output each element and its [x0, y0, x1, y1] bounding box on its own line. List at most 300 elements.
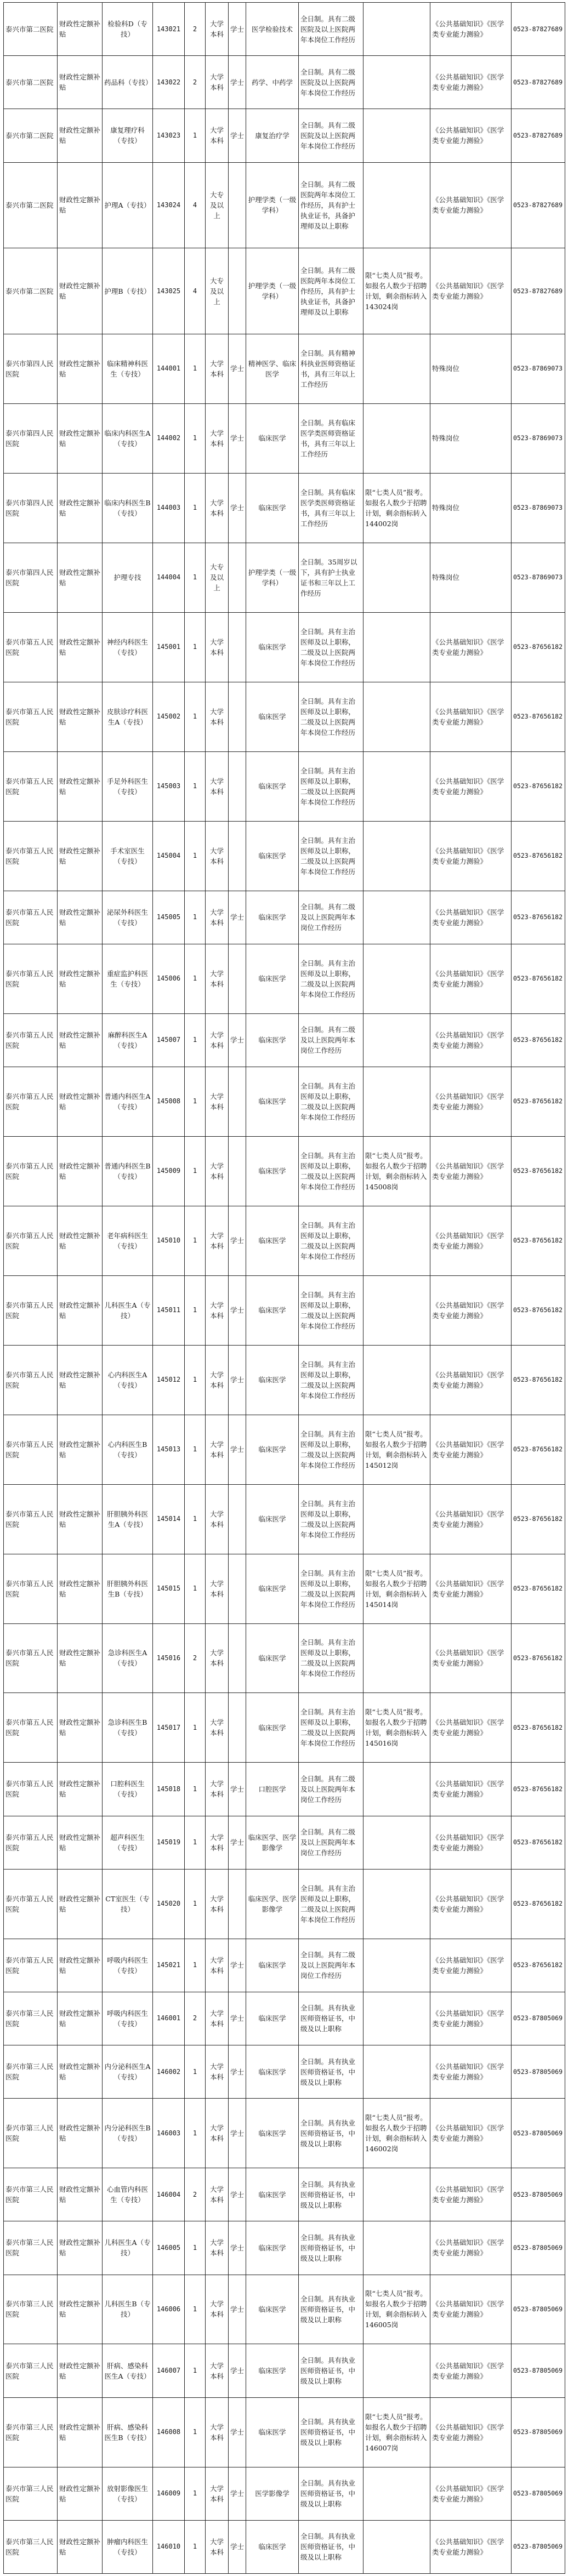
- cell-degree: 学士: [229, 1415, 246, 1484]
- cell-note: [363, 109, 430, 162]
- cell-major: 临床医学: [246, 1136, 299, 1206]
- cell-degree: [229, 1693, 246, 1763]
- cell-degree: [229, 944, 246, 1013]
- cell-num: 2: [185, 3, 206, 56]
- cell-num: 1: [185, 334, 206, 403]
- cell-conditions: 全日制。35周岁以下，具有护士执业证书和三年以上工作经历: [299, 543, 363, 612]
- table-row: [4, 2397, 565, 2467]
- cell-phone: 0523-87656182: [512, 944, 565, 1013]
- cell-note: [363, 2520, 430, 2573]
- cell-conditions: 全日制。具有主治医师及以上职称，二级及以上医院两年本岗位工作经历: [299, 1345, 363, 1415]
- cell-unit: 泰兴市第三人民医院: [4, 2275, 58, 2344]
- cell-phone: 0523-87869073: [512, 543, 565, 612]
- cell-conditions: 全日制。具有执业医师资格证书，中级及以上职称: [299, 2344, 363, 2397]
- cell-edu: 大学本科: [206, 2168, 229, 2221]
- cell-exam: 《公共基础知识》《医学类专业能力测验》: [430, 2221, 512, 2275]
- cell-exam: 《公共基础知识》《医学类专业能力测验》: [430, 1623, 512, 1693]
- cell-phone: 0523-87869073: [512, 334, 565, 403]
- cell-code: 144002: [153, 403, 185, 473]
- cell-edu: 大学本科: [206, 1345, 229, 1415]
- cell-fund: 财政性定额补贴: [58, 2221, 103, 2275]
- cell-note: [363, 891, 430, 944]
- cell-phone: 0523-87805069: [512, 1992, 565, 2045]
- table-row: [4, 751, 565, 821]
- cell-edu: 大学本科: [206, 1136, 229, 1206]
- cell-num: 1: [185, 2221, 206, 2275]
- cell-fund: 财政性定额补贴: [58, 473, 103, 543]
- cell-phone: 0523-87805069: [512, 2099, 565, 2168]
- cell-num: 1: [185, 1067, 206, 1136]
- cell-major: 临床医学: [246, 1939, 299, 1992]
- cell-major: 临床医学: [246, 403, 299, 473]
- cell-conditions: 全日制。具有主治医师及以上职称，二级及以上医院两年本岗位工作经历: [299, 1275, 363, 1345]
- cell-code: 143025: [153, 248, 185, 334]
- cell-unit: 泰兴市第二医院: [4, 109, 58, 162]
- cell-edu: 大学本科: [206, 56, 229, 109]
- cell-unit: 泰兴市第五人民医院: [4, 1816, 58, 1869]
- cell-code: 145007: [153, 1013, 185, 1067]
- cell-post: 儿科医生A（专技）: [103, 1275, 153, 1345]
- table-row: [4, 944, 565, 1013]
- cell-degree: [229, 543, 246, 612]
- cell-exam: 《公共基础知识》《医学类专业能力测验》: [430, 248, 512, 334]
- cell-major: 临床医学: [246, 891, 299, 944]
- cell-fund: 财政性定额补贴: [58, 1554, 103, 1623]
- cell-num: 1: [185, 109, 206, 162]
- cell-conditions: 全日制。具有二级医院两年本岗位工作经历，具有护士执业证书，具备护理师及以上职称: [299, 248, 363, 334]
- cell-degree: [229, 821, 246, 891]
- cell-code: 145021: [153, 1939, 185, 1992]
- cell-note: [363, 2467, 430, 2520]
- cell-post: 重症监护科医生（专技）: [103, 944, 153, 1013]
- cell-exam: 《公共基础知识》《医学类专业能力测验》: [430, 612, 512, 682]
- cell-code: 146005: [153, 2221, 185, 2275]
- cell-degree: 学士: [229, 2275, 246, 2344]
- cell-unit: 泰兴市第三人民医院: [4, 1992, 58, 2045]
- cell-major: 医学影像学: [246, 2467, 299, 2520]
- cell-num: 1: [185, 1206, 206, 1275]
- cell-exam: 《公共基础知识》《医学类专业能力测验》: [430, 2397, 512, 2467]
- cell-num: 1: [185, 2099, 206, 2168]
- cell-conditions: 全日制。具有主治医师及以上职称，二级及以上医院两年本岗位工作经历: [299, 1206, 363, 1275]
- cell-note: [363, 821, 430, 891]
- cell-unit: 泰兴市第四人民医院: [4, 403, 58, 473]
- table-row: [4, 682, 565, 751]
- cell-fund: 财政性定额补贴: [58, 1067, 103, 1136]
- cell-conditions: 全日制。具有二级及以上医院两年本岗位工作经历: [299, 1816, 363, 1869]
- cell-degree: [229, 1136, 246, 1206]
- cell-exam: 《公共基础知识》《医学类专业能力测验》: [430, 2275, 512, 2344]
- cell-exam: 特殊岗位: [430, 403, 512, 473]
- cell-conditions: 全日制。具有主治医师及以上职称，二级及以上医院两年本岗位工作经历: [299, 751, 363, 821]
- cell-code: 145011: [153, 1275, 185, 1345]
- cell-degree: 学士: [229, 2344, 246, 2397]
- cell-code: 145009: [153, 1136, 185, 1206]
- cell-code: 144003: [153, 473, 185, 543]
- cell-num: 2: [185, 1992, 206, 2045]
- cell-unit: 泰兴市第五人民医院: [4, 1013, 58, 1067]
- cell-fund: 财政性定额补贴: [58, 162, 103, 248]
- cell-phone: 0523-87656182: [512, 1693, 565, 1763]
- cell-major: 口腔医学: [246, 1763, 299, 1816]
- cell-fund: 财政性定额补贴: [58, 1206, 103, 1275]
- cell-note: [363, 751, 430, 821]
- cell-phone: 0523-87656182: [512, 1816, 565, 1869]
- cell-code: 145016: [153, 1623, 185, 1693]
- cell-exam: 《公共基础知识》《医学类专业能力测验》: [430, 162, 512, 248]
- table-row: [4, 1067, 565, 1136]
- cell-edu: 大学本科: [206, 2520, 229, 2573]
- cell-degree: 学士: [229, 2397, 246, 2467]
- cell-edu: 大学本科: [206, 1206, 229, 1275]
- cell-degree: [229, 248, 246, 334]
- cell-unit: 泰兴市第二医院: [4, 56, 58, 109]
- cell-num: 2: [185, 56, 206, 109]
- cell-note: [363, 1623, 430, 1693]
- cell-fund: 财政性定额补贴: [58, 2168, 103, 2221]
- cell-exam: 《公共基础知识》《医学类专业能力测验》: [430, 1415, 512, 1484]
- cell-post: 儿科医生B（专技）: [103, 2275, 153, 2344]
- cell-phone: 0523-87827689: [512, 56, 565, 109]
- cell-edu: 大专及以上: [206, 162, 229, 248]
- cell-fund: 财政性定额补贴: [58, 1816, 103, 1869]
- cell-num: 1: [185, 944, 206, 1013]
- cell-unit: 泰兴市第五人民医院: [4, 1939, 58, 1992]
- table-row: [4, 821, 565, 891]
- table-row: [4, 473, 565, 543]
- cell-unit: 泰兴市第五人民医院: [4, 751, 58, 821]
- cell-degree: 学士: [229, 1206, 246, 1275]
- cell-note: [363, 944, 430, 1013]
- cell-unit: 泰兴市第五人民医院: [4, 1693, 58, 1763]
- cell-edu: 大学本科: [206, 1484, 229, 1554]
- cell-degree: 学士: [229, 334, 246, 403]
- cell-major: 临床医学: [246, 2045, 299, 2099]
- cell-fund: 财政性定额补贴: [58, 1415, 103, 1484]
- cell-major: 临床医学: [246, 821, 299, 891]
- cell-post: 呼吸内科医生（专技）: [103, 1939, 153, 1992]
- cell-edu: 大学本科: [206, 821, 229, 891]
- cell-phone: 0523-87805069: [512, 2344, 565, 2397]
- cell-degree: 学士: [229, 56, 246, 109]
- cell-conditions: 全日制。具有主治医师及以上职称，二级及以上医院两年本岗位工作经历: [299, 1554, 363, 1623]
- cell-phone: 0523-87869073: [512, 473, 565, 543]
- cell-unit: 泰兴市第五人民医院: [4, 1623, 58, 1693]
- cell-phone: 0523-87656182: [512, 1206, 565, 1275]
- table-row: [4, 2099, 565, 2168]
- cell-num: 1: [185, 2275, 206, 2344]
- cell-fund: 财政性定额补贴: [58, 1345, 103, 1415]
- table-row: [4, 109, 565, 162]
- cell-fund: 财政性定额补贴: [58, 2045, 103, 2099]
- cell-unit: 泰兴市第三人民医院: [4, 2467, 58, 2520]
- cell-degree: 学士: [229, 1763, 246, 1816]
- cell-note: [363, 1763, 430, 1816]
- cell-unit: 泰兴市第五人民医院: [4, 1206, 58, 1275]
- cell-fund: 财政性定额补贴: [58, 403, 103, 473]
- table-row: [4, 1345, 565, 1415]
- cell-degree: 学士: [229, 891, 246, 944]
- cell-fund: 财政性定额补贴: [58, 1992, 103, 2045]
- cell-major: 临床医学: [246, 1013, 299, 1067]
- cell-edu: 大学本科: [206, 1816, 229, 1869]
- cell-exam: 《公共基础知识》《医学类专业能力测验》: [430, 56, 512, 109]
- cell-unit: 泰兴市第二医院: [4, 162, 58, 248]
- cell-edu: 大学本科: [206, 1693, 229, 1763]
- cell-note: 限“七类人员”报考。如报名人数少于招聘计划，剩余指标转入145008岗: [363, 1136, 430, 1206]
- cell-major: 临床医学: [246, 1345, 299, 1415]
- cell-num: 1: [185, 1345, 206, 1415]
- cell-note: [363, 612, 430, 682]
- cell-major: 临床医学: [246, 2344, 299, 2397]
- cell-num: 1: [185, 612, 206, 682]
- cell-major: 临床医学: [246, 1554, 299, 1623]
- cell-degree: 学士: [229, 1992, 246, 2045]
- cell-post: 手术室医生（专技）: [103, 821, 153, 891]
- cell-code: 145008: [153, 1067, 185, 1136]
- cell-exam: 《公共基础知识》《医学类专业能力测验》: [430, 1763, 512, 1816]
- cell-major: 临床医学、医学影像学: [246, 1869, 299, 1939]
- table-row: [4, 543, 565, 612]
- cell-major: 临床医学: [246, 473, 299, 543]
- cell-edu: 大学本科: [206, 2099, 229, 2168]
- cell-post: 普通内科医生B（专技）: [103, 1136, 153, 1206]
- cell-major: 临床医学: [246, 2520, 299, 2573]
- cell-post: 急诊科医生B（专技）: [103, 1693, 153, 1763]
- cell-fund: 财政性定额补贴: [58, 944, 103, 1013]
- cell-conditions: 全日制。具有主治医师及以上职称，二级及以上医院两年本岗位工作经历: [299, 612, 363, 682]
- cell-major: 临床医学: [246, 1693, 299, 1763]
- cell-edu: 大学本科: [206, 473, 229, 543]
- cell-note: 限“七类人员”报考。如报名人数少于招聘计划，剩余指标转入143024岗: [363, 248, 430, 334]
- cell-edu: 大学本科: [206, 1013, 229, 1067]
- cell-conditions: 全日制。具有主治医师及以上职称，二级及以上医院两年本岗位工作经历: [299, 1484, 363, 1554]
- cell-edu: 大学本科: [206, 1869, 229, 1939]
- cell-conditions: 全日制。具有二级及以上医院两年本岗位工作经历: [299, 891, 363, 944]
- cell-num: 2: [185, 1623, 206, 1693]
- cell-edu: 大学本科: [206, 2275, 229, 2344]
- cell-num: 1: [185, 1136, 206, 1206]
- cell-degree: 学士: [229, 109, 246, 162]
- cell-phone: 0523-87656182: [512, 682, 565, 751]
- cell-phone: 0523-87656182: [512, 821, 565, 891]
- cell-unit: 泰兴市第五人民医院: [4, 612, 58, 682]
- cell-conditions: 全日制。具有执业医师资格证书，中级及以上职称: [299, 2520, 363, 2573]
- cell-post: 泌尿外科医生（专技）: [103, 891, 153, 944]
- cell-exam: 《公共基础知识》《医学类专业能力测验》: [430, 2344, 512, 2397]
- cell-fund: 财政性定额补贴: [58, 248, 103, 334]
- cell-conditions: 全日制。具有二级医院两年本岗位工作经历，具有护士执业证书，具备护理师及以上职称: [299, 162, 363, 248]
- cell-num: 1: [185, 543, 206, 612]
- cell-exam: 《公共基础知识》《医学类专业能力测验》: [430, 1816, 512, 1869]
- cell-unit: 泰兴市第二医院: [4, 248, 58, 334]
- cell-edu: 大学本科: [206, 334, 229, 403]
- table-row: [4, 1693, 565, 1763]
- cell-num: 1: [185, 2344, 206, 2397]
- cell-num: 1: [185, 2520, 206, 2573]
- cell-degree: 学士: [229, 1816, 246, 1869]
- cell-num: 1: [185, 1763, 206, 1816]
- table-row: [4, 1623, 565, 1693]
- cell-post: 肝胆胰外科医生B（专技）: [103, 1554, 153, 1623]
- cell-code: 143021: [153, 3, 185, 56]
- cell-post: 肝病、感染科医生A（专技）: [103, 2344, 153, 2397]
- cell-post: 临床内科医生B（专技）: [103, 473, 153, 543]
- cell-edu: 大专及以上: [206, 543, 229, 612]
- cell-post: 药品科（专技）: [103, 56, 153, 109]
- cell-unit: 泰兴市第三人民医院: [4, 2099, 58, 2168]
- table-row: [4, 248, 565, 334]
- table-row: [4, 1415, 565, 1484]
- cell-major: 精神医学、临床医学: [246, 334, 299, 403]
- cell-post: 肝病、感染科医生B（专技）: [103, 2397, 153, 2467]
- cell-conditions: 全日制。具有执业医师资格证书，中级及以上职称: [299, 2168, 363, 2221]
- cell-fund: 财政性定额补贴: [58, 2099, 103, 2168]
- cell-edu: 大学本科: [206, 1992, 229, 2045]
- cell-degree: [229, 1484, 246, 1554]
- cell-post: 超声科医生（专技）: [103, 1816, 153, 1869]
- cell-fund: 财政性定额补贴: [58, 1693, 103, 1763]
- cell-exam: 《公共基础知识》《医学类专业能力测验》: [430, 1869, 512, 1939]
- cell-exam: 《公共基础知识》《医学类专业能力测验》: [430, 2168, 512, 2221]
- cell-phone: 0523-87827689: [512, 162, 565, 248]
- cell-code: 145017: [153, 1693, 185, 1763]
- cell-unit: 泰兴市第五人民医院: [4, 1554, 58, 1623]
- table-row: [4, 2275, 565, 2344]
- cell-code: 144001: [153, 334, 185, 403]
- cell-post: 内分泌科医生B（专技）: [103, 2099, 153, 2168]
- cell-conditions: 全日制。具有执业医师资格证书，中级及以上职称: [299, 2467, 363, 2520]
- cell-phone: 0523-87656182: [512, 1136, 565, 1206]
- cell-major: 护理学类（一级学科）: [246, 162, 299, 248]
- cell-fund: 财政性定额补贴: [58, 891, 103, 944]
- cell-code: 145018: [153, 1763, 185, 1816]
- cell-major: 护理学类（一级学科）: [246, 248, 299, 334]
- cell-code: 145010: [153, 1206, 185, 1275]
- cell-fund: 财政性定额补贴: [58, 682, 103, 751]
- cell-exam: 《公共基础知识》《医学类专业能力测验》: [430, 2467, 512, 2520]
- cell-degree: [229, 1554, 246, 1623]
- cell-exam: 《公共基础知识》《医学类专业能力测验》: [430, 109, 512, 162]
- cell-unit: 泰兴市第三人民医院: [4, 2221, 58, 2275]
- cell-edu: 大学本科: [206, 1275, 229, 1345]
- cell-phone: 0523-87805069: [512, 2397, 565, 2467]
- cell-fund: 财政性定额补贴: [58, 543, 103, 612]
- cell-degree: 学士: [229, 2221, 246, 2275]
- cell-conditions: 全日制。具有精神科执业医师资格证书，具有三年以上工作经历: [299, 334, 363, 403]
- cell-edu: 大学本科: [206, 109, 229, 162]
- cell-note: [363, 1816, 430, 1869]
- cell-code: 146002: [153, 2045, 185, 2099]
- cell-code: 146003: [153, 2099, 185, 2168]
- cell-unit: 泰兴市第三人民医院: [4, 2520, 58, 2573]
- cell-post: 心血管内科医生（专技）: [103, 2168, 153, 2221]
- cell-note: [363, 543, 430, 612]
- cell-exam: 《公共基础知识》《医学类专业能力测验》: [430, 1136, 512, 1206]
- cell-phone: 0523-87827689: [512, 109, 565, 162]
- cell-conditions: 全日制。具有主治医师及以上职称，二级及以上医院两年本岗位工作经历: [299, 1869, 363, 1939]
- cell-edu: 大学本科: [206, 3, 229, 56]
- cell-num: 1: [185, 821, 206, 891]
- cell-note: [363, 1275, 430, 1345]
- table-row: [4, 1013, 565, 1067]
- cell-conditions: 全日制。具有主治医师及以上职称，二级及以上医院两年本岗位工作经历: [299, 1067, 363, 1136]
- cell-note: [363, 1067, 430, 1136]
- cell-unit: 泰兴市第五人民医院: [4, 1275, 58, 1345]
- cell-unit: 泰兴市第五人民医院: [4, 1763, 58, 1816]
- cell-conditions: 全日制。具有二级医院及以上医院两年本岗位工作经历: [299, 109, 363, 162]
- cell-note: 限“七类人员”报考。如报名人数少于招聘计划，剩余指标转入145012岗: [363, 1415, 430, 1484]
- cell-edu: 大学本科: [206, 2221, 229, 2275]
- cell-degree: [229, 1067, 246, 1136]
- cell-edu: 大学本科: [206, 682, 229, 751]
- cell-edu: 大学本科: [206, 2467, 229, 2520]
- cell-exam: 《公共基础知识》《医学类专业能力测验》: [430, 751, 512, 821]
- cell-degree: 学士: [229, 1939, 246, 1992]
- cell-fund: 财政性定额补贴: [58, 2520, 103, 2573]
- cell-code: 145006: [153, 944, 185, 1013]
- cell-exam: 《公共基础知识》《医学类专业能力测验》: [430, 682, 512, 751]
- cell-post: 神经内科医生（专技）: [103, 612, 153, 682]
- cell-major: 医学检验技术: [246, 3, 299, 56]
- cell-unit: 泰兴市第五人民医院: [4, 1869, 58, 1939]
- cell-conditions: 全日制。具有主治医师及以上职称，二级及以上医院两年本岗位工作经历: [299, 1415, 363, 1484]
- cell-num: 1: [185, 1554, 206, 1623]
- cell-exam: 《公共基础知识》《医学类专业能力测验》: [430, 1939, 512, 1992]
- cell-code: 145001: [153, 612, 185, 682]
- cell-fund: 财政性定额补贴: [58, 1484, 103, 1554]
- cell-post: 康复理疗科（专技）: [103, 109, 153, 162]
- cell-phone: 0523-87656182: [512, 1763, 565, 1816]
- cell-conditions: 全日制。具有二级及以上医院两年本岗位工作经历: [299, 1939, 363, 1992]
- cell-phone: 0523-87805069: [512, 2045, 565, 2099]
- cell-exam: 《公共基础知识》《医学类专业能力测验》: [430, 1275, 512, 1345]
- cell-note: [363, 682, 430, 751]
- cell-num: 1: [185, 473, 206, 543]
- cell-degree: [229, 1869, 246, 1939]
- cell-fund: 财政性定额补贴: [58, 334, 103, 403]
- cell-num: 1: [185, 751, 206, 821]
- cell-degree: 学士: [229, 2467, 246, 2520]
- cell-phone: 0523-87805069: [512, 2520, 565, 2573]
- table-row: [4, 1554, 565, 1623]
- cell-fund: 财政性定额补贴: [58, 821, 103, 891]
- cell-code: 145012: [153, 1345, 185, 1415]
- cell-post: 皮肤诊疗科医生A（专技）: [103, 682, 153, 751]
- cell-phone: 0523-87656182: [512, 1013, 565, 1067]
- cell-num: 1: [185, 403, 206, 473]
- cell-conditions: 全日制。具有临床医学类医师资格证书，具有三年以上工作经历: [299, 473, 363, 543]
- cell-fund: 财政性定额补贴: [58, 109, 103, 162]
- table-row: [4, 162, 565, 248]
- cell-num: 1: [185, 1275, 206, 1345]
- cell-phone: 0523-87656182: [512, 612, 565, 682]
- cell-major: 临床医学: [246, 944, 299, 1013]
- cell-conditions: 全日制。具有执业医师资格证书，中级及以上职称: [299, 2275, 363, 2344]
- cell-unit: 泰兴市第五人民医院: [4, 821, 58, 891]
- cell-code: 146010: [153, 2520, 185, 2573]
- cell-code: 146004: [153, 2168, 185, 2221]
- cell-num: 4: [185, 248, 206, 334]
- cell-post: 手足外科医生（专技）: [103, 751, 153, 821]
- table-row: [4, 2344, 565, 2397]
- cell-note: [363, 56, 430, 109]
- table-row: [4, 2221, 565, 2275]
- cell-exam: 《公共基础知识》《医学类专业能力测验》: [430, 944, 512, 1013]
- cell-fund: 财政性定额补贴: [58, 751, 103, 821]
- table-row: [4, 1869, 565, 1939]
- cell-unit: 泰兴市第五人民医院: [4, 1484, 58, 1554]
